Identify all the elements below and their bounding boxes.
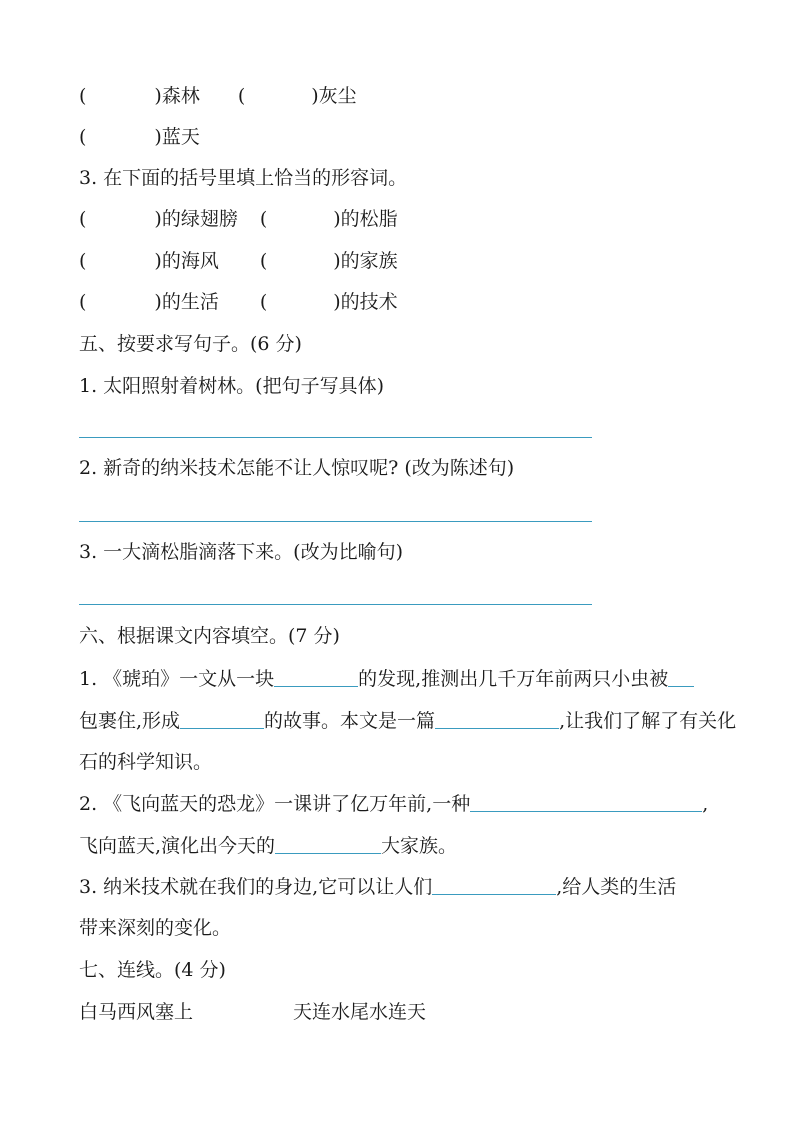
- bracket-open: (: [79, 208, 87, 230]
- q4-3-row-3: [79, 290, 398, 314]
- section-6-q1-line-2: 包裹住,形成 的故事。本文是一篇 ,让我们了解了有关化: [79, 710, 737, 732]
- section-6-q2-line-1: 2. 《飞向蓝天的恐龙》一课讲了亿万年前,一种 ,: [79, 793, 709, 815]
- section-5-heading: 五、按要求写句子。(6 分): [79, 333, 302, 355]
- section-5-item-2: 2. 新奇的纳米技术怎能不让人惊叹呢? (改为陈述句): [79, 457, 515, 479]
- word-label: )蓝天: [154, 126, 200, 148]
- answer-line-3[interactable]: [79, 604, 592, 605]
- fill-blank[interactable]: [180, 708, 264, 729]
- word-label: )的绿翅膀: [154, 208, 238, 230]
- q4-3-row-1: [79, 207, 398, 231]
- fill-blank[interactable]: [275, 833, 381, 854]
- match-right-item[interactable]: 天连水尾水连天: [293, 1001, 427, 1023]
- word-label: )森林: [154, 85, 200, 107]
- q4-3-row-2: [79, 249, 398, 273]
- section-6-q1-line-1: 1. 《琥珀》一文从一块 的发现,推测出几千万年前两只小虫被: [79, 666, 694, 691]
- word-label: )的海风: [154, 250, 219, 272]
- section-6-q1-line-3: 石的科学知识。: [79, 751, 213, 773]
- bracket-open: (: [259, 291, 268, 313]
- fill-blank[interactable]: [470, 791, 702, 812]
- q4-2-row-2: [79, 125, 200, 149]
- section-7-heading: 七、连线。(4 分): [79, 959, 226, 981]
- bracket-open: (: [79, 126, 87, 148]
- bracket-open: (: [79, 291, 87, 313]
- section-6-heading: 六、根据课文内容填空。(7 分): [79, 625, 340, 647]
- word-label: )灰尘: [311, 85, 357, 107]
- bracket-open: (: [259, 208, 268, 230]
- word-label: )的生活: [154, 291, 219, 313]
- section-5-item-1: 1. 太阳照射着树林。(把句子写具体): [79, 375, 384, 397]
- bracket-open: (: [259, 250, 268, 272]
- fill-blank[interactable]: [274, 666, 358, 687]
- fill-blank[interactable]: [432, 874, 556, 895]
- section-6-q3-line-2: 带来深刻的变化。: [79, 917, 232, 939]
- answer-line-1[interactable]: [79, 437, 592, 438]
- bracket-open: (: [237, 85, 246, 107]
- match-left-item[interactable]: 白马西风塞上: [79, 1001, 194, 1023]
- fill-blank[interactable]: [668, 666, 694, 687]
- section-6-q2-line-2: 飞向蓝天,演化出今天的 大家族。: [79, 835, 458, 857]
- section-5-item-3: 3. 一大滴松脂滴落下来。(改为比喻句): [79, 541, 403, 563]
- word-label: )的松脂: [333, 208, 398, 230]
- q4-3-heading: 3. 在下面的括号里填上恰当的形容词。: [79, 167, 408, 189]
- section-6-q3-line-1: 3. 纳米技术就在我们的身边,它可以让人们 ,给人类的生活: [79, 876, 677, 898]
- answer-line-2[interactable]: [79, 521, 592, 522]
- word-label: )的家族: [333, 250, 398, 272]
- bracket-open: (: [79, 85, 87, 107]
- fill-blank[interactable]: [435, 708, 559, 729]
- word-label: )的技术: [333, 291, 398, 313]
- q4-2-row-1: [79, 84, 357, 108]
- bracket-open: (: [79, 250, 87, 272]
